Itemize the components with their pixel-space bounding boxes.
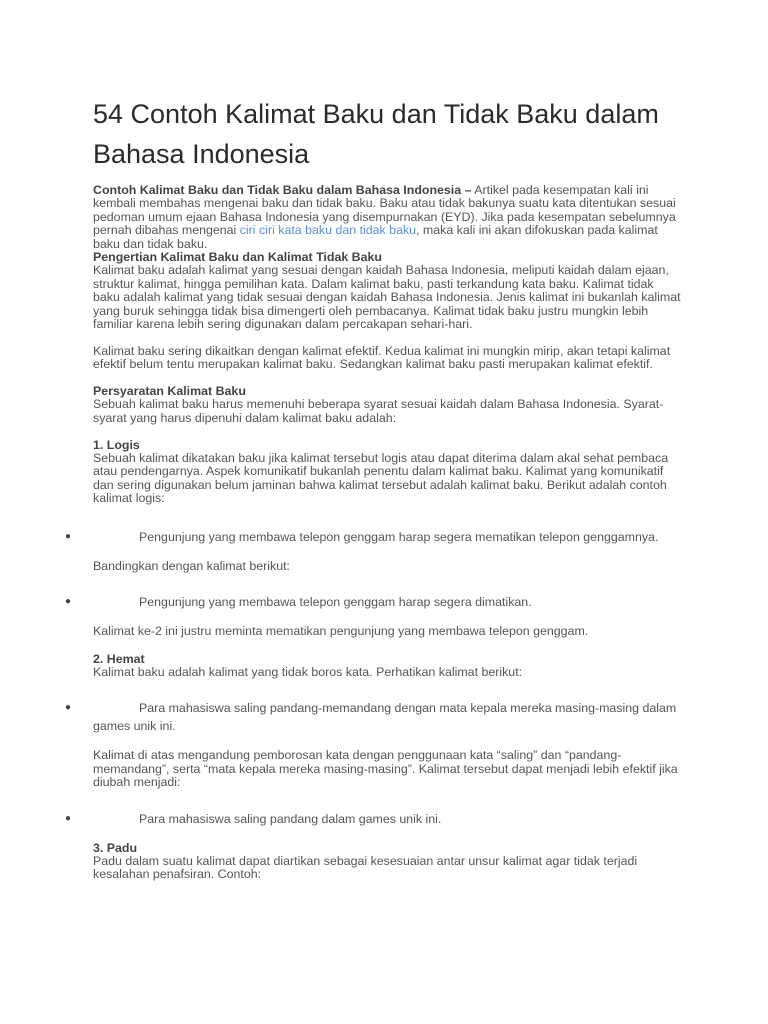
list-item-text: Para mahasiswa saling pandang-memandang dengan mata kepala mereka masing-masing dalam games unik ini. xyxy=(93,701,677,734)
intro-text: Artikel pada kesempatan kali ini kembali membahas mengenai baku dan tidak baku. Baku atau tidak bakunya suatu kata ditentukan sesuai pedoman umum ejaan Bahasa Indonesia yang disempurnakan (EYD). Jika pada kesempatan sebelumnya pernah dibahas mengenai xyxy=(93,183,676,238)
intro-lead: Contoh Kalimat Baku dan Tidak Baku dalam Bahasa Indonesia – xyxy=(93,183,472,197)
section-heading-pengertian: Pengertian Kalimat Baku dan Kalimat Tidak Baku xyxy=(93,250,382,265)
article-body xyxy=(65,183,683,882)
baku-link[interactable]: ciri ciri kata baku dan tidak baku xyxy=(239,223,417,238)
bullet-icon: ● xyxy=(65,530,72,542)
bullet-icon: ● xyxy=(65,596,72,608)
subheading-hemat: 2. Hemat xyxy=(93,651,145,666)
document-page xyxy=(65,94,683,882)
pengertian-paragraph-2: Kalimat baku sering dikaitkan dengan kalimat efektif. Kedua kalimat ini mungkin mirip, akan tetapi kalimat efektif belum tentu merupakan kalimat baku. Sedangkan kalimat baku pasti merupakan kalimat efektif. xyxy=(93,343,671,372)
compare-text: Bandingkan dengan kalimat berikut: xyxy=(93,558,291,573)
subheading-padu: 3. Padu xyxy=(93,840,138,855)
list-item xyxy=(65,699,683,735)
section-heading-persyaratan: Persyaratan Kalimat Baku xyxy=(93,384,246,399)
bullet-icon: ● xyxy=(65,702,72,714)
bullet-icon: ● xyxy=(65,812,72,824)
intro-text-end: , maka kali ini akan difokuskan pada kalimat baku dan tidak baku. xyxy=(93,223,658,251)
list-item-text: Pengunjung yang membawa telepon genggam harap segera dimatikan. xyxy=(139,595,532,610)
subheading-logis: 1. Logis xyxy=(93,437,140,452)
persyaratan-paragraph: Sebuah kalimat baku harus memenuhi beberapa syarat sesuai kaidah dalam Bahasa Indonesia. Syarat-syarat yang harus dipenuhi dalam kalimat baku adalah: xyxy=(93,397,664,425)
intro-paragraph xyxy=(93,184,683,251)
list-item xyxy=(65,593,683,611)
logis-note: Kalimat ke-2 ini justru meminta mematikan pengunjung yang membawa telepon genggam. xyxy=(93,624,589,639)
padu-paragraph: Padu dalam suatu kalimat dapat diartikan sebagai kesesuaian antar unsur kalimat agar tidak terjadi kesalahan penafsiran. Contoh: xyxy=(93,853,638,882)
list-item xyxy=(65,528,683,546)
hemat-note: Kalimat di atas mengandung pemborosan kata dengan penggunaan kata “saling” dan “pandang-memandang”, serta “mata kepala mereka masing-masing”. Kalimat tersebut dapat menjadi lebih efektif jika diubah menjadi: xyxy=(93,748,678,790)
pengertian-paragraph-1: Kalimat baku adalah kalimat yang sesuai dengan kaidah Bahasa Indonesia, meliputi kaidah dalam ejaan, struktur kalimat, hingga pemilihan kata. Dalam kalimat baku, pasti terkandung kata baku. Kalimat tidak baku adalah kalimat yang tidak sesuai dengan kaidah Bahasa Indonesia. Jenis kalimat ini bukanlah kalimat yang buruk sehingga tidak bisa dimengerti oleh pembacanya. Kalimat tidak baku justru mungkin lebih familiar karena lebih sering digunakan dalam percakapan sehari-hari. xyxy=(93,263,681,332)
list-item-text: Pengunjung yang membawa telepon genggam harap segera mematikan telepon genggamnya. xyxy=(139,529,659,544)
hemat-paragraph: Kalimat baku adalah kalimat yang tidak boros kata. Perhatikan kalimat berikut: xyxy=(93,664,523,679)
list-item xyxy=(65,810,683,828)
logis-paragraph: Sebuah kalimat dikatakan baku jika kalimat tersebut logis atau dapat diterima dalam akal sehat pembaca atau pendengarnya. Aspek komunikatif bukanlah penentu dalam kalimat baku. Kalimat yang komunikatif dan sering digunakan belum jaminan bahwa kalimat tersebut adalah kalimat baku. Berikut adalah contoh kalimat logis: xyxy=(93,451,669,506)
list-item-text: Para mahasiswa saling pandang dalam games unik ini. xyxy=(139,811,442,826)
page-title: 54 Contoh Kalimat Baku dan Tidak Baku dalam Bahasa Indonesia xyxy=(93,99,659,169)
